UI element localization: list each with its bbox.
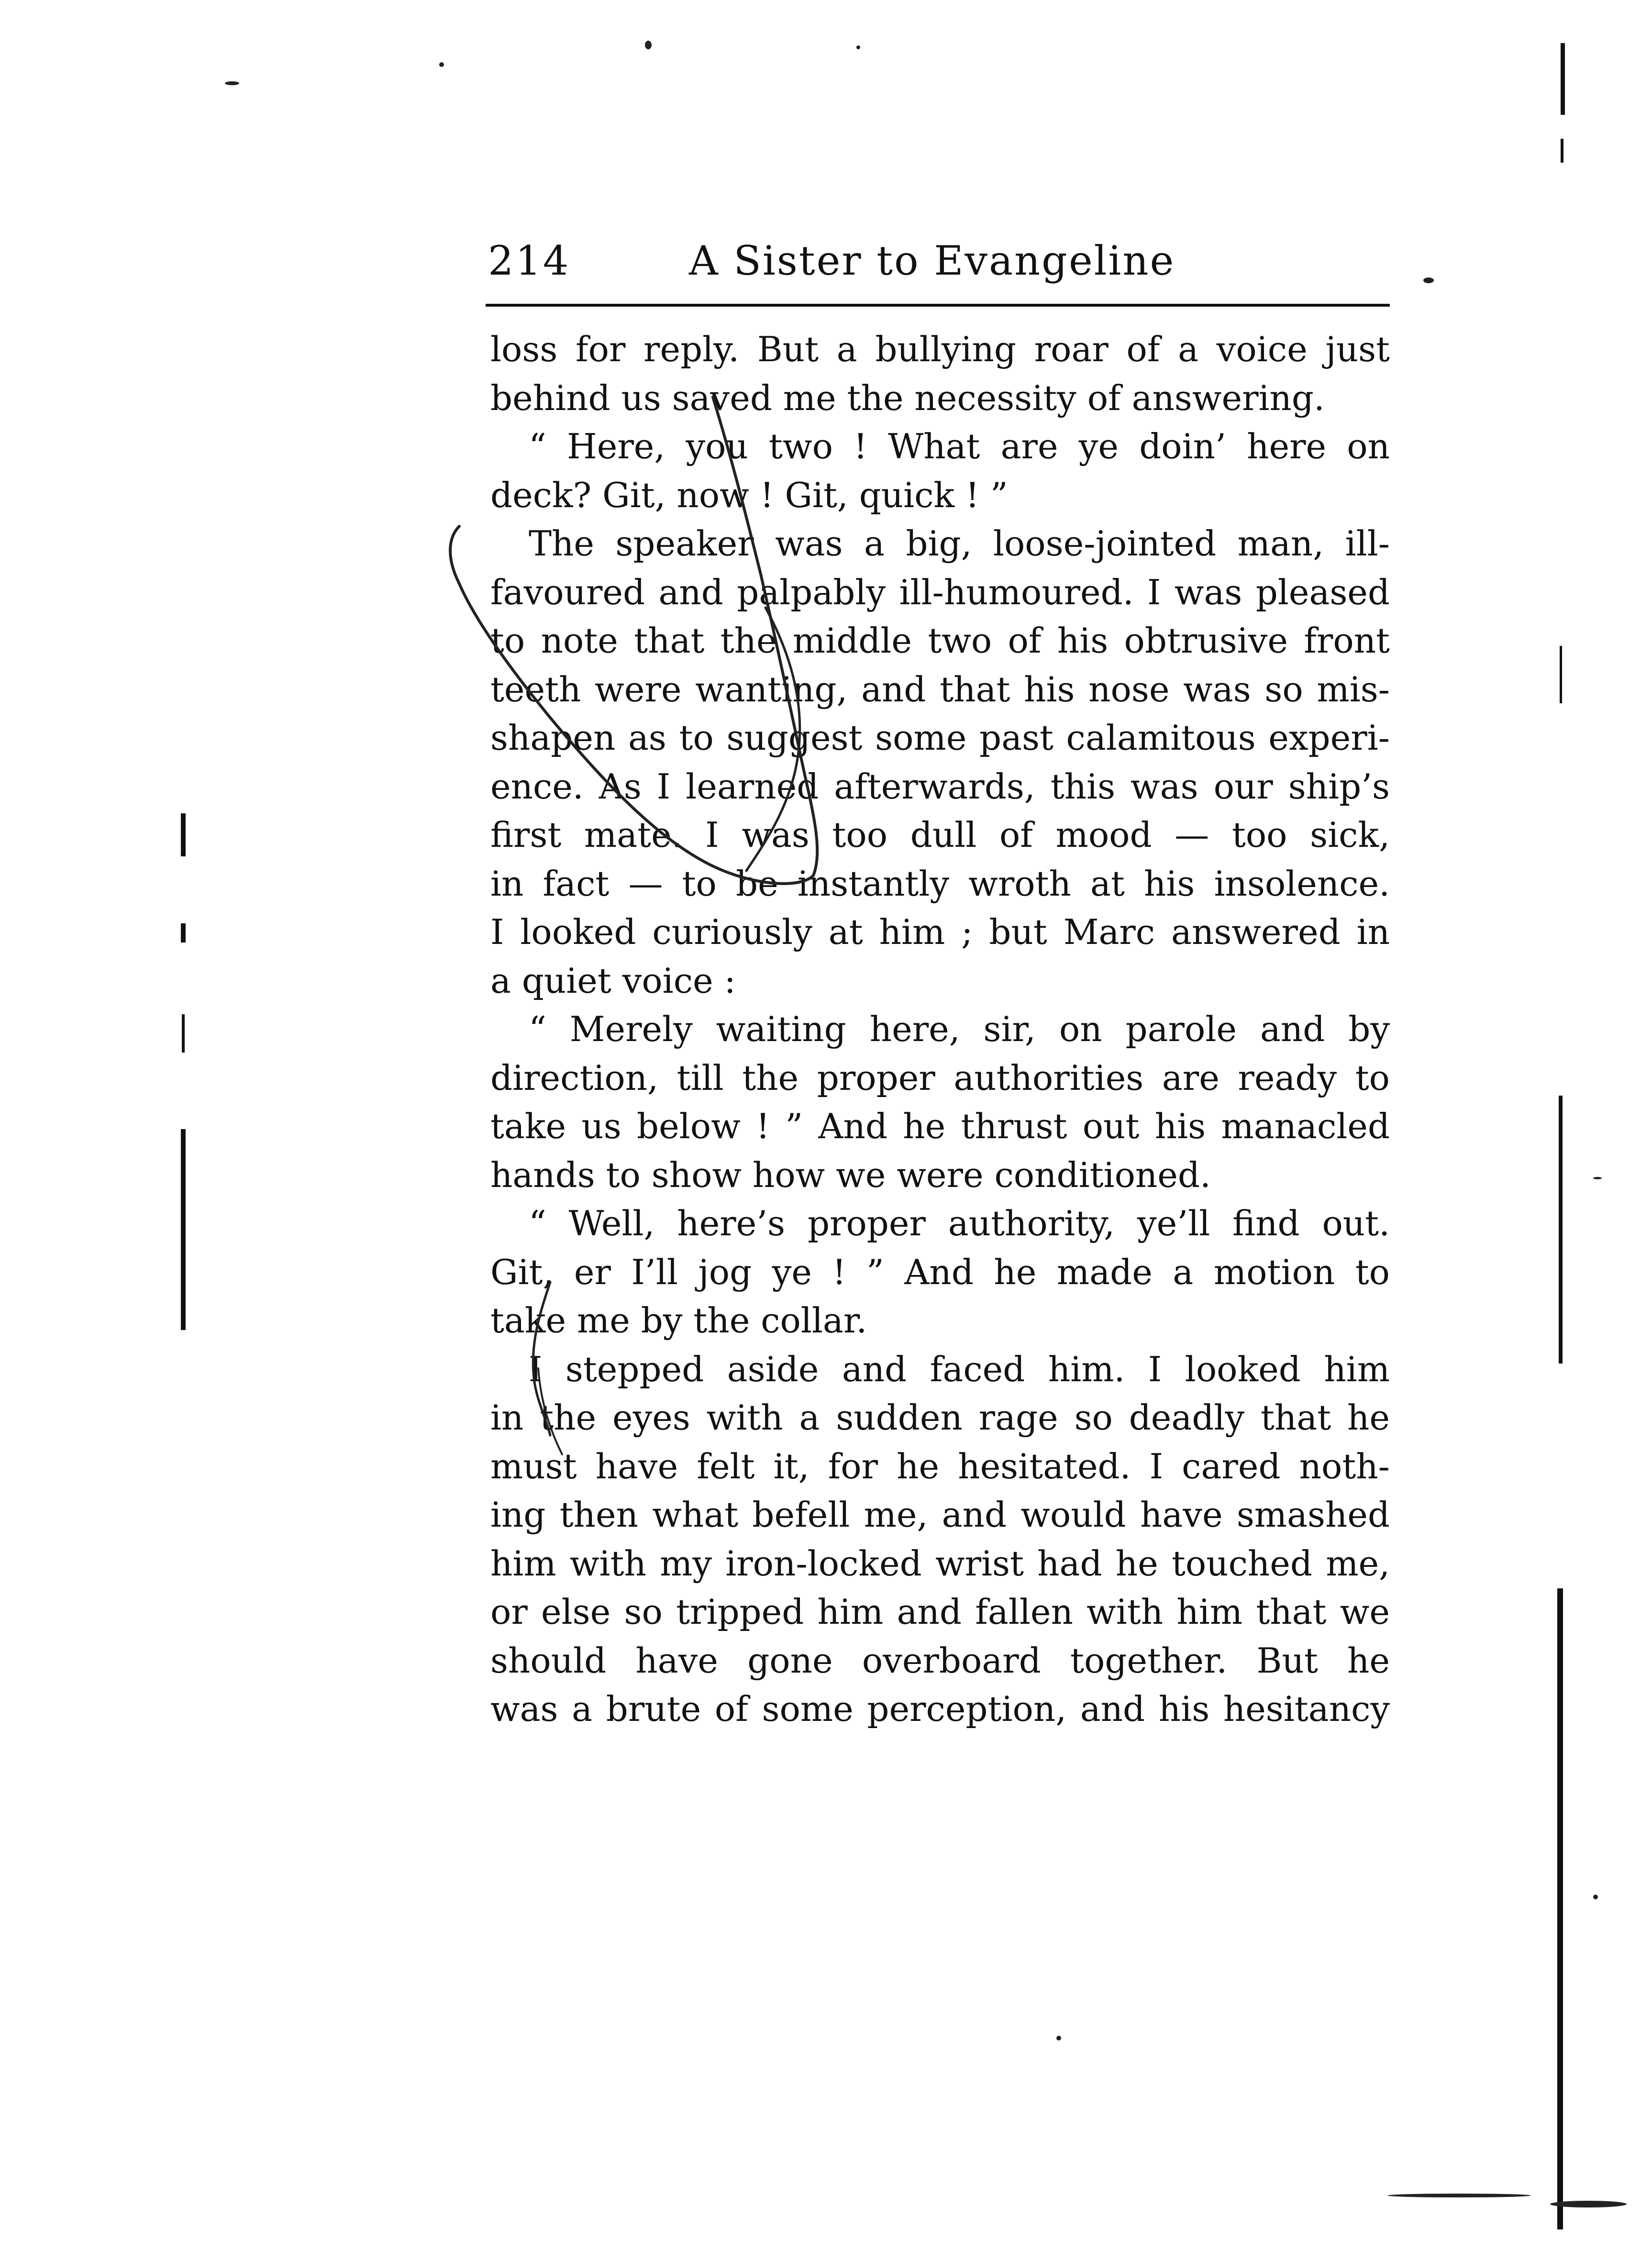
dust-speck	[1423, 277, 1434, 283]
text-line: in the eyes with a sudden rage so deadly that he	[490, 1397, 1390, 1438]
text-line: first mate. I was too dull of mood — too sick,	[490, 815, 1390, 855]
body-text	[490, 325, 1390, 1734]
dust-speck	[645, 41, 652, 49]
dust-speck	[1593, 1177, 1602, 1179]
text-line: “ Here, you two ! What are ye doin’ here on	[529, 426, 1390, 466]
left-edge-artifact-1	[181, 813, 186, 856]
text-line: a quiet voice :	[490, 960, 736, 1001]
header-rule	[486, 304, 1390, 307]
text-line: take me by the collar.	[490, 1300, 867, 1341]
text-line: The speaker was a big, loose-jointed man, ill-	[529, 523, 1390, 564]
dust-speck	[1593, 1895, 1598, 1899]
text-line: I looked curiously at him ; but Marc answered in	[490, 912, 1390, 952]
text-line: ing then what befell me, and would have smashed	[490, 1495, 1390, 1535]
dust-speck	[856, 45, 860, 49]
text-line: him with my iron-locked wrist had he touched me,	[490, 1543, 1390, 1584]
text-line: direction, till the proper authorities are ready to	[490, 1057, 1390, 1098]
text-line: deck? Git, now ! Git, quick ! ”	[490, 475, 1008, 515]
text-line: hands to show how we were conditioned.	[490, 1154, 1211, 1195]
dust-speck	[225, 81, 239, 85]
right-edge-tick-1	[1561, 139, 1563, 163]
running-header	[488, 234, 1387, 287]
text-line: to note that the middle two of his obtrusive front	[490, 621, 1390, 661]
text-line: or else so tripped him and fallen with him that we	[490, 1592, 1390, 1632]
right-edge-shadow-mid	[1559, 1096, 1563, 1364]
text-line: teeth were wanting, and that his nose was so mis-	[490, 669, 1390, 710]
text-line: was a brute of some perception, and his hesitancy	[490, 1689, 1390, 1729]
text-line: take us below ! ” And he thrust out his manacled	[490, 1106, 1390, 1146]
left-edge-artifact-2	[181, 923, 186, 943]
text-line: I stepped aside and faced him. I looked him	[529, 1349, 1390, 1389]
text-line: ence. As I learned afterwards, this was our ship’s	[490, 766, 1390, 807]
dust-speck	[1387, 2194, 1531, 2197]
text-line: “ Well, here’s proper authority, ye’ll find out.	[529, 1203, 1390, 1243]
text-line: must have felt it, for he hesitated. I cared noth-	[490, 1446, 1390, 1486]
dust-speck	[439, 62, 444, 67]
text-line: in fact — to be instantly wroth at his insolence.	[490, 863, 1390, 904]
page-number: 214	[488, 237, 571, 284]
dust-speck	[1550, 2201, 1627, 2207]
right-edge-tick-2	[1560, 646, 1562, 703]
right-edge-shadow-top	[1561, 43, 1565, 115]
right-edge-shadow-lower	[1557, 1588, 1563, 2229]
text-line: shapen as to suggest some past calamitous experi-	[490, 718, 1390, 758]
left-edge-artifact-4	[182, 1014, 185, 1053]
left-edge-artifact-3	[181, 1129, 186, 1330]
text-line: should have gone overboard together. But he	[490, 1640, 1390, 1681]
text-line: favoured and palpably ill-humoured. I was pleased	[490, 572, 1390, 612]
dust-speck	[1056, 2036, 1061, 2040]
text-line: behind us saved me the necessity of answering.	[490, 377, 1325, 418]
running-title: A Sister to Evangeline	[689, 237, 1175, 284]
text-line: “ Merely waiting here, sir, on parole and by	[529, 1009, 1390, 1049]
text-line: Git, er I’ll jog ye ! ” And he made a motion to	[490, 1252, 1390, 1292]
text-line: loss for reply. But a bullying roar of a voice just	[490, 329, 1390, 369]
